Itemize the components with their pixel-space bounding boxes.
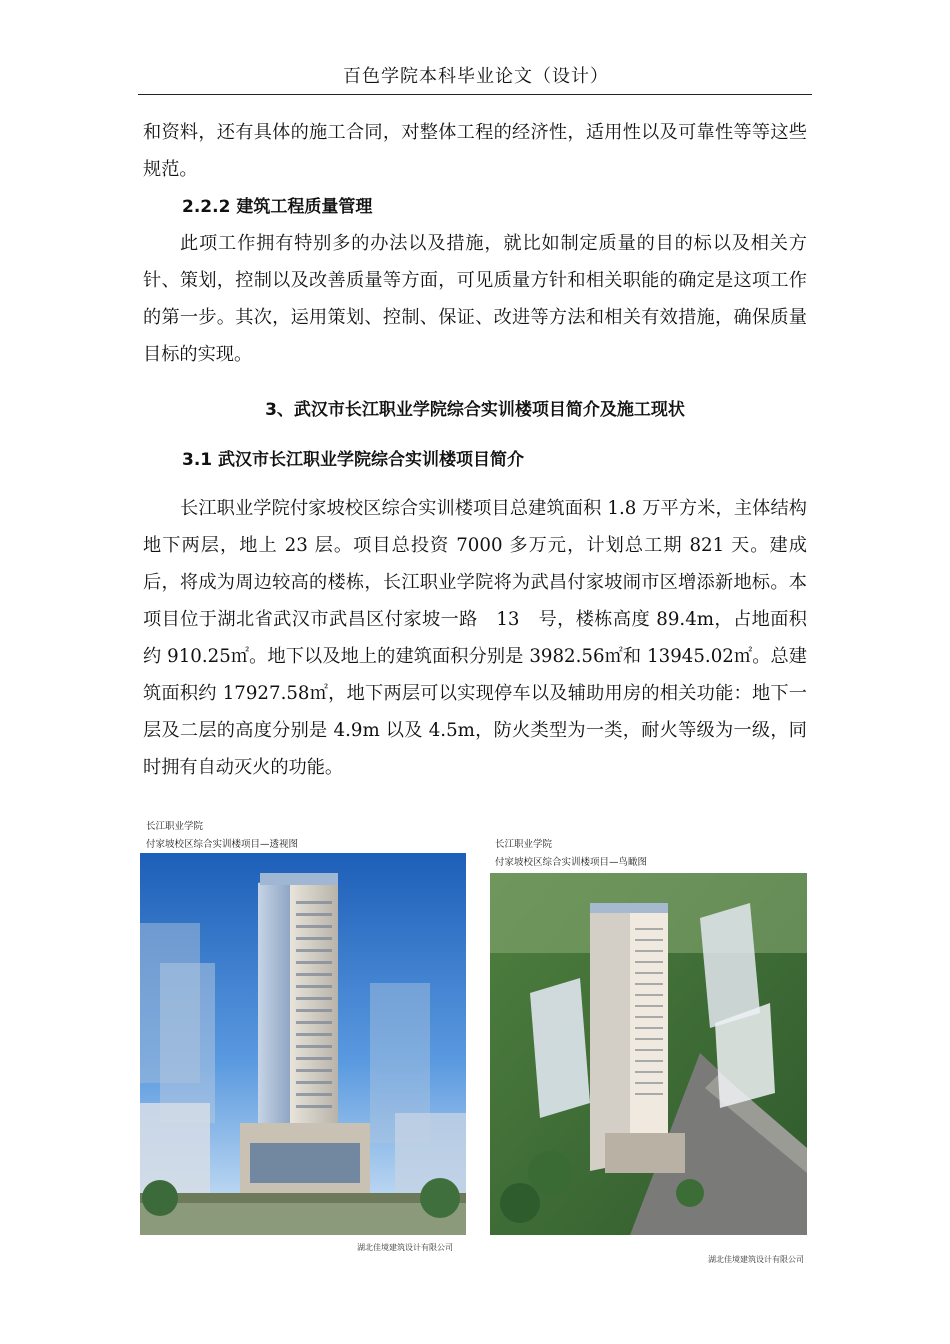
paragraph-continuation: 和资料，还有具体的施工合同，对整体工程的经济性，适用性以及可靠性等等这些规范。 <box>143 122 807 180</box>
figure-right-credit: 湖北佳境建筑设计有限公司 <box>708 1255 804 1264</box>
building-aerial-image <box>490 873 807 1235</box>
header-rule <box>138 94 812 95</box>
figure-left-caption-line1: 长江职业学院 <box>146 821 204 832</box>
section-heading-2-2-2: 2.2.2 建筑工程质量管理 <box>182 197 373 217</box>
chapter-heading-3: 3、武汉市长江职业学院综合实训楼项目简介及施工现状 <box>265 400 685 420</box>
building-perspective-image <box>140 853 466 1235</box>
paragraph-quality-management: 此项工作拥有特别多的办法以及措施，就比如制定质量的目的标以及相关方针、策划，控制以及改善质量等方面，可见质量方针和相关职能的确定是这项工作的第一步。其次，运用策划、控制、保证、改进等方法和相关有效措施，确保质量目标的实现。 <box>143 233 807 365</box>
figure-right-caption-line2: 付家坡校区综合实训楼项目—鸟瞰图 <box>495 857 648 868</box>
section-heading-3-1: 3.1 武汉市长江职业学院综合实训楼项目简介 <box>182 450 525 470</box>
page-header: 百色学院本科毕业论文（设计） <box>343 66 609 87</box>
figure-left-perspective-render <box>140 853 466 1235</box>
paragraph-project-intro: 长江职业学院付家坡校区综合实训楼项目总建筑面积 1.8 万平方米，主体结构地下两层，地上 23 层。项目总投资 7000 多万元，计划总工期 821 天。建成后，将成为周边较高的楼栋，长江职业学院将为武昌付家坡闹市区增添新地标。本项目位于湖北省武汉市武昌区付家坡一路 13 号，楼栋高度 89.4m，占地面积约 910.25㎡。地下以及地上的建筑面积分别是 3982.56㎡和 13945.02㎡。总建筑面积约 17927.58㎡，地下两层可以实现停车以及辅助用房的相关功能：地下一层及二层的高度分别是 4.9m 以及 4.5m，防火类型为一类，耐火等级为一级，同时拥有自动灭火的功能。 <box>143 498 807 778</box>
figure-right-caption-line1: 长江职业学院 <box>495 839 553 850</box>
figure-left-caption-line2: 付家坡校区综合实训楼项目—透视图 <box>146 839 299 850</box>
figure-left-credit: 湖北佳境建筑设计有限公司 <box>357 1243 453 1252</box>
figure-right-aerial-render <box>490 873 807 1235</box>
